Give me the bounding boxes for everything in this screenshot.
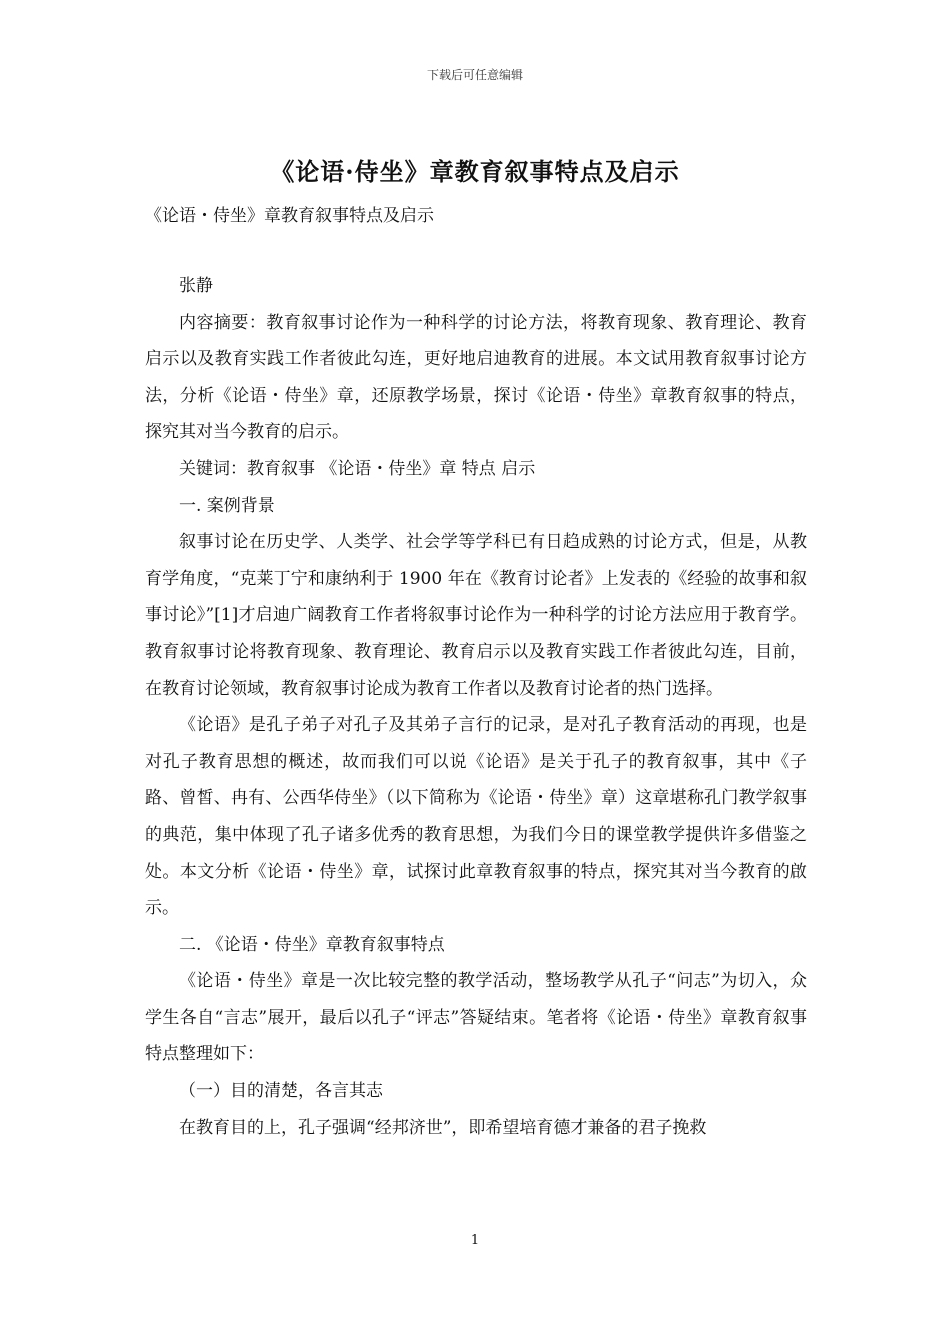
body-paragraph: 在教育目的上，孔子强调“经邦济世”，即希望培育德才兼备的君子挽救: [179, 1117, 707, 1138]
page-header: 下载后可任意编辑: [426, 68, 523, 82]
document-title: 《论语·侍坐》章教育叙事特点及启示: [270, 157, 680, 186]
keywords-line: 关键词：教育叙事 《论语・侍坐》章 特点 启示: [179, 458, 536, 479]
subsection-heading-1: （一）目的清楚，各言其志: [179, 1081, 383, 1102]
body-paragraph: 《论语・侍坐》章是一次比较完整的教学活动，整场教学从孔子“问志”为切入，众学生各自“言志”展开，最后以孔子“评志”答疑结束。笔者将《论语・侍坐》章教育叙事特点整理如下：: [145, 971, 807, 1065]
document-subtitle: 《论语・侍坐》章教育叙事特点及启示: [145, 206, 434, 226]
abstract-paragraph: 内容摘要：教育叙事讨论作为一种科学的讨论方法，将教育现象、教育理论、教育启示以及教育实践工作者彼此勾连，更好地启迪教育的进展。本文试用教育叙事讨论方法，分析《论语・侍坐》章，还原教学场景，探讨《论语・侍坐》章教育叙事的特点，探究其对当今教育的启示。: [145, 312, 807, 443]
author-name: 张静: [179, 276, 213, 296]
document-body: [145, 268, 807, 1146]
body-paragraph: 叙事讨论在历史学、人类学、社会学等学科已有日趋成熟的讨论方式，但是，从教育学角度，“克莱丁宁和康纳利于 1900 年在《教育讨论者》上发表的《经验的故事和叙事讨论》”[1]才启迪广阔教育工作者将叙事讨论作为一种科学的讨论方法应用于教育学。教育叙事讨论将教育现象、教育理论、教育启示以及教育实践工作者彼此勾连，目前，在教育讨论领域，教育叙事讨论成为教育工作者以及教育讨论者的热门选择。: [145, 532, 807, 699]
section-heading-2: 二. 《论语・侍坐》章教育叙事特点: [179, 934, 445, 955]
page-number: 1: [470, 1233, 480, 1248]
section-heading-1: 一. 案例背景: [179, 495, 275, 516]
body-paragraph: 《论语》是孔子弟子对孔子及其弟子言行的记录，是对孔子教育活动的再现，也是对孔子教育思想的概述，故而我们可以说《论语》是关于孔子的教育叙事，其中《子路、曾皙、冉有、公西华侍坐》（以下简称为《论语・侍坐》章）这章堪称孔门教学叙事的典范，集中体现了孔子诸多优秀的教育思想，为我们今日的课堂教学提供许多借鉴之处。本文分析《论语・侍坐》章，试探讨此章教育叙事的特点，探究其对当今教育的啟示。: [145, 715, 807, 919]
